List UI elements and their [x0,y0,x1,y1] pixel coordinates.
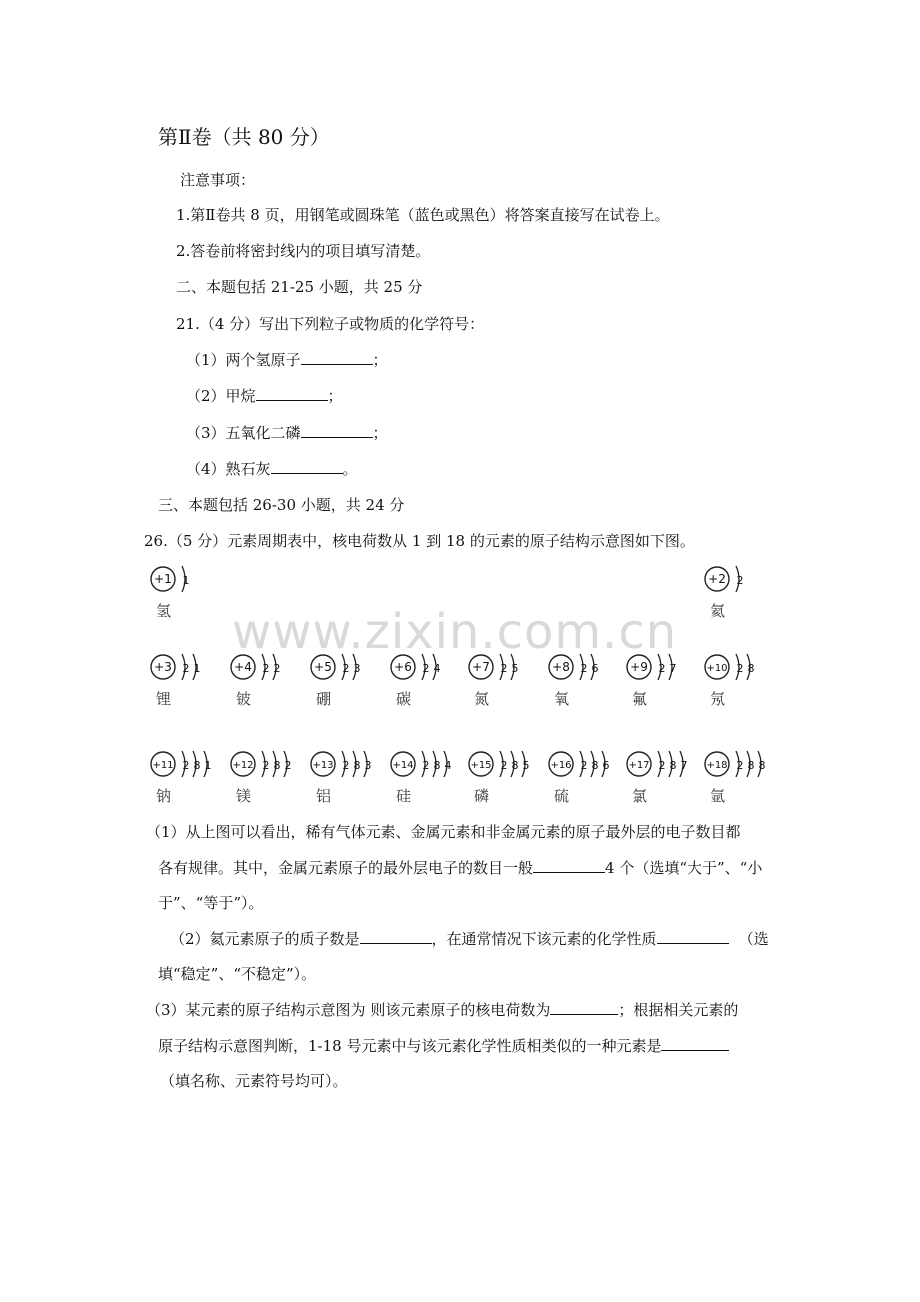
element-name: 铝 [316,787,332,805]
shell-electron-count: 8 [193,759,201,772]
notes-heading: 注意事项： [180,171,256,189]
element-name: 镁 [236,787,252,805]
q26-1-line1: （1）从上图可以看出，稀有气体元素、金属元素和非金属元素的原子最外层的电子数目都 [146,823,741,841]
shell-electron-count: 2 [500,759,508,772]
element-name: 氢 [156,602,172,620]
element-name: 氯 [632,787,648,805]
q21-stem: 21.（4 分）写出下列粒子或物质的化学符号： [176,315,485,333]
shell-electron-count: 6 [591,662,599,675]
element-name: 氖 [710,690,726,708]
q26-2-line2: 填“稳定”、“不稳定”）。 [158,965,317,983]
q26-1-line3: 于”、“等于”）。 [158,894,264,912]
shell-electron-count: 1 [204,759,212,772]
shell-electron-count: 2 [342,759,350,772]
shell-electron-count: 2 [342,662,350,675]
atom-structure-drawing [546,747,626,781]
nuclear-charge: +2 [708,572,726,586]
atom-structure-drawing [624,650,704,684]
atom-铝 [308,747,388,811]
element-name: 碳 [396,690,412,708]
answer-blank[interactable] [301,350,373,365]
element-name: 钠 [156,787,172,805]
element-name: 氦 [710,602,726,620]
section-title: 第Ⅱ卷（共 80 分） [158,125,330,149]
atom-structure-drawing [702,747,782,781]
nuclear-charge: +11 [152,760,174,771]
shell-electron-count: 2 [736,574,744,587]
element-name: 铍 [236,690,252,708]
atom-氟 [624,650,704,714]
shell-electron-count: 2 [182,759,190,772]
shell-electron-count: 8 [433,759,441,772]
atom-镁 [228,747,308,811]
atom-氦 [702,562,782,626]
shell-electron-count: 8 [511,759,519,772]
element-name: 锂 [156,690,172,708]
nuclear-charge: +3 [154,660,172,674]
note-2: 2.答卷前将密封线内的项目填写清楚。 [176,242,431,260]
nuclear-charge: +16 [550,760,572,771]
atom-structure-drawing [148,562,228,596]
atom-硼 [308,650,388,714]
atom-铍 [228,650,308,714]
answer-blank[interactable] [533,858,605,873]
shell-electron-count: 3 [364,759,372,772]
q21-item-2: （2）甲烷 ； [186,387,343,405]
note-1: 1.第Ⅱ卷共 8 页，用钢笔或圆珠笔（蓝色或黑色）将答案直接写在试卷上。 [176,206,670,224]
part2-heading: 二、本题包括 21-25 小题，共 25 分 [176,278,423,296]
shell-electron-count: 2 [736,759,744,772]
atom-氩 [702,747,782,811]
nuclear-charge: +13 [312,760,334,771]
atom-氧 [546,650,626,714]
answer-blank[interactable] [661,1036,729,1051]
atom-structure-drawing [228,650,308,684]
shell-electron-count: 8 [353,759,361,772]
nuclear-charge: +8 [552,660,570,674]
nuclear-charge: +12 [232,760,254,771]
nuclear-charge: +9 [630,660,648,674]
atom-碳 [388,650,468,714]
shell-electron-count: 2 [580,662,588,675]
answer-blank[interactable] [657,929,729,944]
part3-heading: 三、本题包括 26-30 小题，共 24 分 [158,496,405,514]
atom-structure-drawing [466,747,546,781]
shell-electron-count: 3 [353,662,361,675]
atom-structure-drawing [702,650,782,684]
q26-2-line1: （2）氦元素原子的质子数是 ，在通常情况下该元素的化学性质 （选 [170,930,769,948]
element-name: 氟 [632,690,648,708]
shell-electron-count: 2 [273,662,281,675]
shell-electron-count: 1 [193,662,201,675]
shell-electron-count: 8 [591,759,599,772]
nuclear-charge: +7 [472,660,490,674]
nuclear-charge: +15 [470,760,492,771]
shell-electron-count: 8 [758,759,766,772]
element-name: 氮 [474,690,490,708]
watermark: www.zixin.com.cn [232,604,678,660]
shell-electron-count: 1 [182,574,190,587]
shell-electron-count: 8 [273,759,281,772]
atom-structure-drawing [308,747,388,781]
atom-硅 [388,747,468,811]
atom-硫 [546,747,626,811]
q26-1-line2: 各有规律。其中，金属元素原子的最外层电子的数目一般 4 个（选填“大于”、“小 [158,859,763,877]
answer-blank[interactable] [256,386,328,401]
atom-氯 [624,747,704,811]
atom-structure-drawing [466,650,546,684]
nuclear-charge: +4 [234,660,252,674]
shell-electron-count: 5 [522,759,530,772]
element-name: 氩 [710,787,726,805]
shell-electron-count: 2 [422,759,430,772]
q26-3-line3: （填名称、元素符号均可）。 [160,1072,348,1090]
answer-blank[interactable] [360,929,432,944]
nuclear-charge: +6 [394,660,412,674]
shell-electron-count: 2 [262,759,270,772]
atom-氖 [702,650,782,714]
atom-structure-drawing [388,650,468,684]
atom-structure-drawing [308,650,388,684]
element-name: 硅 [396,787,412,805]
atom-structure-drawing [624,747,704,781]
nuclear-charge: +5 [314,660,332,674]
q26-stem: 26.（5 分）元素周期表中，核电荷数从 1 到 18 的元素的原子结构示意图如下图。 [144,532,695,550]
nuclear-charge: +17 [628,760,650,771]
shell-electron-count: 8 [747,759,755,772]
nuclear-charge: +14 [392,760,414,771]
element-name: 磷 [474,787,490,805]
q21-item-1: （1）两个氢原子 ； [186,351,388,369]
atom-structure-drawing [228,747,308,781]
answer-blank[interactable] [271,459,343,474]
atom-structure-drawing [546,650,626,684]
shell-electron-count: 8 [747,662,755,675]
nuclear-charge: +18 [706,760,728,771]
q21-item-4: （4）熟石灰 。 [186,460,358,478]
nuclear-charge: +10 [706,663,728,674]
shell-electron-count: 2 [284,759,292,772]
q26-3-line1: （3）某元素的原子结构示意图为 则该元素原子的核电荷数为 ；根据相关元素的 [146,1001,739,1019]
shell-electron-count: 4 [444,759,452,772]
shell-electron-count: 2 [658,759,666,772]
shell-electron-count: 2 [262,662,270,675]
shell-electron-count: 2 [422,662,430,675]
atom-structure-drawing [148,650,228,684]
answer-blank[interactable] [301,423,373,438]
atom-氮 [466,650,546,714]
atom-structure-drawing [148,747,228,781]
atom-钠 [148,747,228,811]
shell-electron-count: 5 [511,662,519,675]
atom-氢 [148,562,228,626]
element-name: 硼 [316,690,332,708]
shell-electron-count: 2 [658,662,666,675]
atom-structure-drawing [702,562,782,596]
element-name: 硫 [554,787,570,805]
shell-electron-count: 7 [669,662,677,675]
shell-electron-count: 2 [580,759,588,772]
answer-blank[interactable] [550,1000,618,1015]
shell-electron-count: 2 [182,662,190,675]
atom-磷 [466,747,546,811]
shell-electron-count: 2 [500,662,508,675]
q26-3-line2: 原子结构示意图判断，1-18 号元素中与该元素化学性质相类似的一种元素是 [158,1036,729,1056]
nuclear-charge: +1 [154,572,172,586]
atom-锂 [148,650,228,714]
element-name: 氧 [554,690,570,708]
shell-electron-count: 6 [602,759,610,772]
q21-item-3: （3）五氧化二磷 ； [186,424,388,442]
shell-electron-count: 4 [433,662,441,675]
shell-electron-count: 7 [680,759,688,772]
shell-electron-count: 2 [736,662,744,675]
shell-electron-count: 8 [669,759,677,772]
atom-structure-drawing [388,747,468,781]
